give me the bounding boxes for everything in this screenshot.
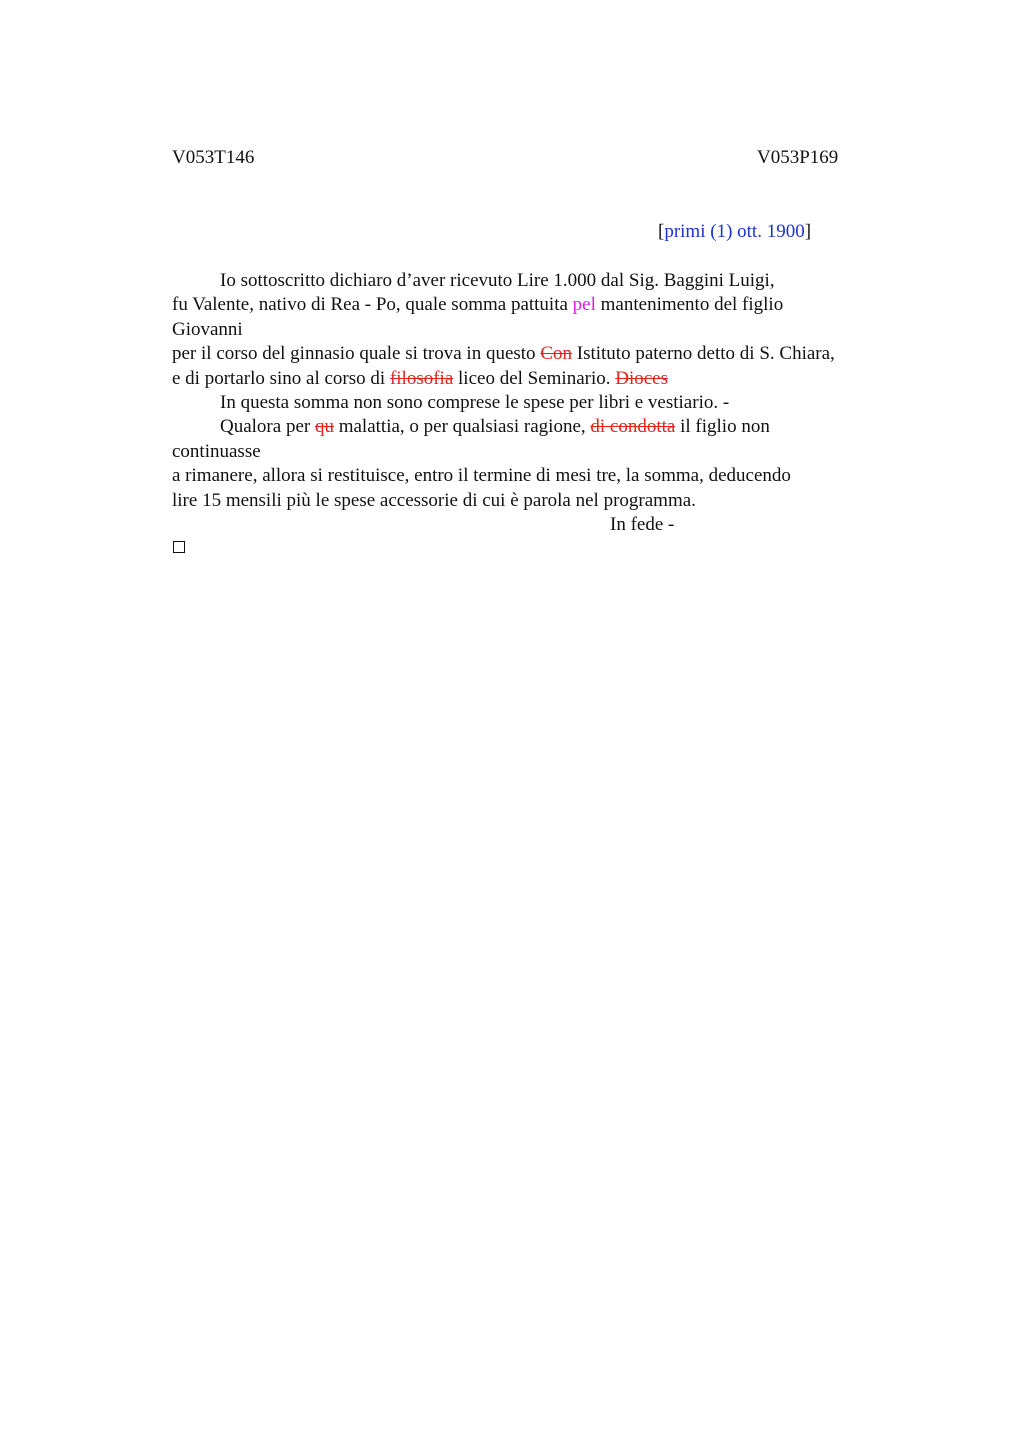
- body-line-7-part-b: malattia, o per qualsiasi ragione,: [333, 416, 591, 438]
- deleted-word: Con: [540, 343, 572, 365]
- body-line-2-part-b: mantenimento del figlio: [595, 294, 784, 316]
- inserted-word: pel: [572, 294, 596, 316]
- date-close-bracket: ]: [804, 221, 812, 242]
- body-line-5: [172, 367, 912, 391]
- body-line-4: [172, 342, 912, 366]
- body-line-9: a rimanere, allora si restituisce, entro il termine di mesi tre, la somma, deducendo: [172, 465, 791, 487]
- end-marker-box: [173, 541, 185, 553]
- deleted-word: filosofia: [389, 367, 454, 389]
- body-line-8: continuasse: [172, 440, 261, 462]
- date-line: [658, 221, 811, 243]
- body-line-5-part-b: liceo del Seminario.: [453, 367, 616, 389]
- body-line-3: Giovanni: [172, 318, 243, 340]
- body-line-2: [172, 293, 912, 317]
- body-line-5-part-a: e di portarlo sino al corso di: [172, 367, 390, 389]
- deleted-word: di condotta: [590, 416, 676, 438]
- deleted-word: Dioces: [615, 367, 669, 389]
- body-line-4-part-b: Istituto paterno detto di S. Chiara,: [572, 343, 835, 365]
- body-line-7-part-c: il figlio non: [675, 416, 770, 438]
- document-code-left: V053T146: [172, 147, 255, 168]
- document-body: [172, 269, 912, 537]
- date-text: primi (1) ott. 1900: [664, 221, 805, 242]
- body-line-1: Io sottoscritto dichiaro d’aver ricevuto Lire 1.000 dal Sig. Baggini Luigi,: [220, 270, 775, 291]
- body-line-7-part-a: Qualora per: [220, 416, 315, 438]
- body-line-4-part-a: per il corso del ginnasio quale si trova in questo: [172, 343, 541, 365]
- body-line-10: lire 15 mensili più le spese accessorie di cui è parola nel programma.: [172, 489, 696, 511]
- date-open-bracket: [: [658, 221, 665, 242]
- body-line-6: In questa somma non sono comprese le spese per libri e vestiario. -: [220, 391, 730, 413]
- body-line-7: [172, 415, 912, 439]
- deleted-word: qu: [314, 416, 334, 438]
- body-line-2-part-a: fu Valente, nativo di Rea - Po, quale somma pattuita: [172, 294, 573, 316]
- document-code-right: V053P169: [757, 147, 839, 168]
- sign-off: In fede -: [610, 513, 675, 535]
